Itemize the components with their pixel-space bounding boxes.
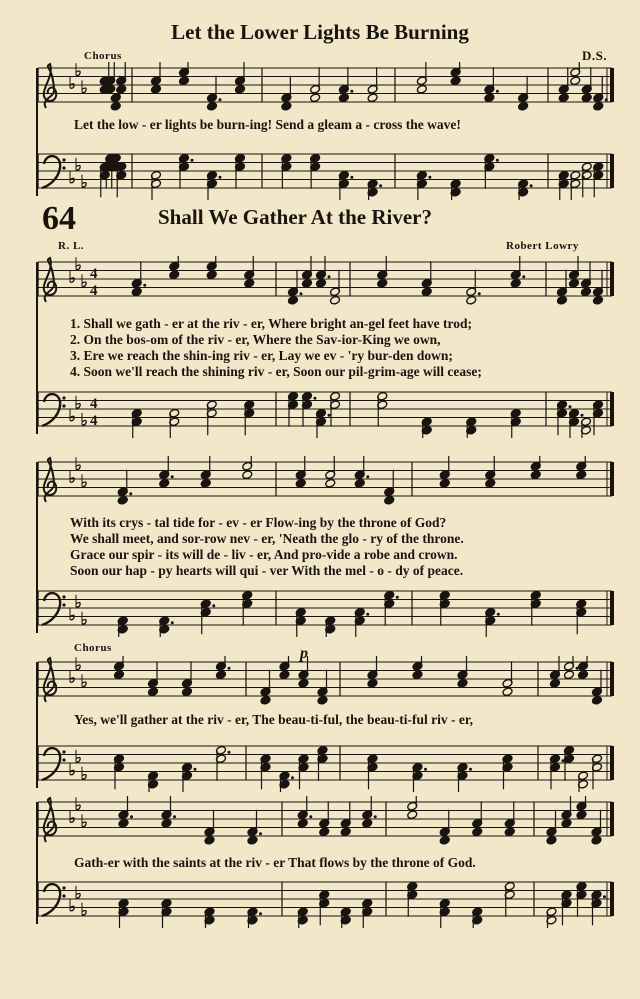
hymn-title: Shall We Gather At the River? — [158, 205, 432, 229]
treble-staff-top — [0, 62, 640, 114]
verse-2-line-1: 2. On the bos-om of the riv - er, Where the Sav-ior-King we own, — [70, 332, 441, 347]
bass-staff-top — [0, 148, 640, 200]
verse-3-line-1: 3. Ere we reach the shin-ing riv - er, Lay we ev - 'ry bur-den down; — [70, 348, 453, 363]
system-brace — [36, 462, 38, 633]
top-hymn-lyric: Let the low - er lights be burn-ing! Send a gleam a - cross the wave! — [74, 117, 461, 132]
verse-1-line-2: With its crys - tal tide for - ev - er Flow-ing by the throne of God? — [70, 515, 447, 530]
system-brace — [36, 802, 38, 924]
verse-lyrics-part-2 — [70, 515, 464, 579]
system-brace — [36, 262, 38, 434]
treble-staff-system-3 — [0, 656, 640, 708]
treble-staff-system-4 — [0, 796, 640, 848]
svg-text:4: 4 — [90, 396, 98, 412]
treble-staff-system-2 — [0, 456, 640, 508]
verse-1-line-1: 1. Shall we gath - er at the riv - er, Where bright an-gel feet have trod; — [70, 316, 472, 331]
bass-staff-system-2 — [0, 585, 640, 637]
treble-staff-system-1 — [0, 256, 640, 308]
chorus-label-top: Chorus — [84, 50, 122, 62]
chorus-lyric-line-1: Yes, we'll gather at the riv - er, The beau-ti-ful, the beau-ti-ful riv - er, — [74, 712, 473, 727]
top-hymn-title: Let the Lower Lights Be Burning — [171, 20, 469, 44]
hymn-number: 64 — [42, 200, 76, 237]
chorus-lyric-line-2: Gath-er with the saints at the riv - er That flows by the throne of God. — [74, 855, 476, 870]
bass-staff-system-3 — [0, 740, 640, 792]
system-brace — [36, 662, 38, 788]
svg-text:4: 4 — [90, 413, 98, 429]
svg-text:4: 4 — [90, 283, 98, 299]
verse-4-line-2: Soon our hap - py hearts will qui - ver With the mel - o - dy of peace. — [70, 563, 464, 578]
ds-marking: D.S. — [582, 48, 608, 63]
chorus-label: Chorus — [74, 642, 112, 654]
dynamic-piano-mark: p — [300, 645, 308, 662]
words-attribution: R. L. — [58, 240, 85, 252]
verse-lyrics-part-1 — [70, 316, 482, 380]
verse-3-line-2: Grace our spir - its will de - liv - er, And pro-vide a robe and crown. — [70, 547, 458, 562]
system-brace — [36, 68, 38, 196]
svg-text:4: 4 — [90, 266, 98, 282]
music-attribution: Robert Lowry — [506, 240, 579, 252]
verse-2-line-2: We shall meet, and sor-row nev - er, 'Neath the glo - ry of the throne. — [70, 531, 464, 546]
verse-4-line-1: 4. Soon we'll reach the shining riv - er, Soon our pil-grim-age will cease; — [70, 364, 482, 379]
bass-staff-system-4 — [0, 876, 640, 928]
bass-staff-system-1 — [0, 386, 640, 438]
